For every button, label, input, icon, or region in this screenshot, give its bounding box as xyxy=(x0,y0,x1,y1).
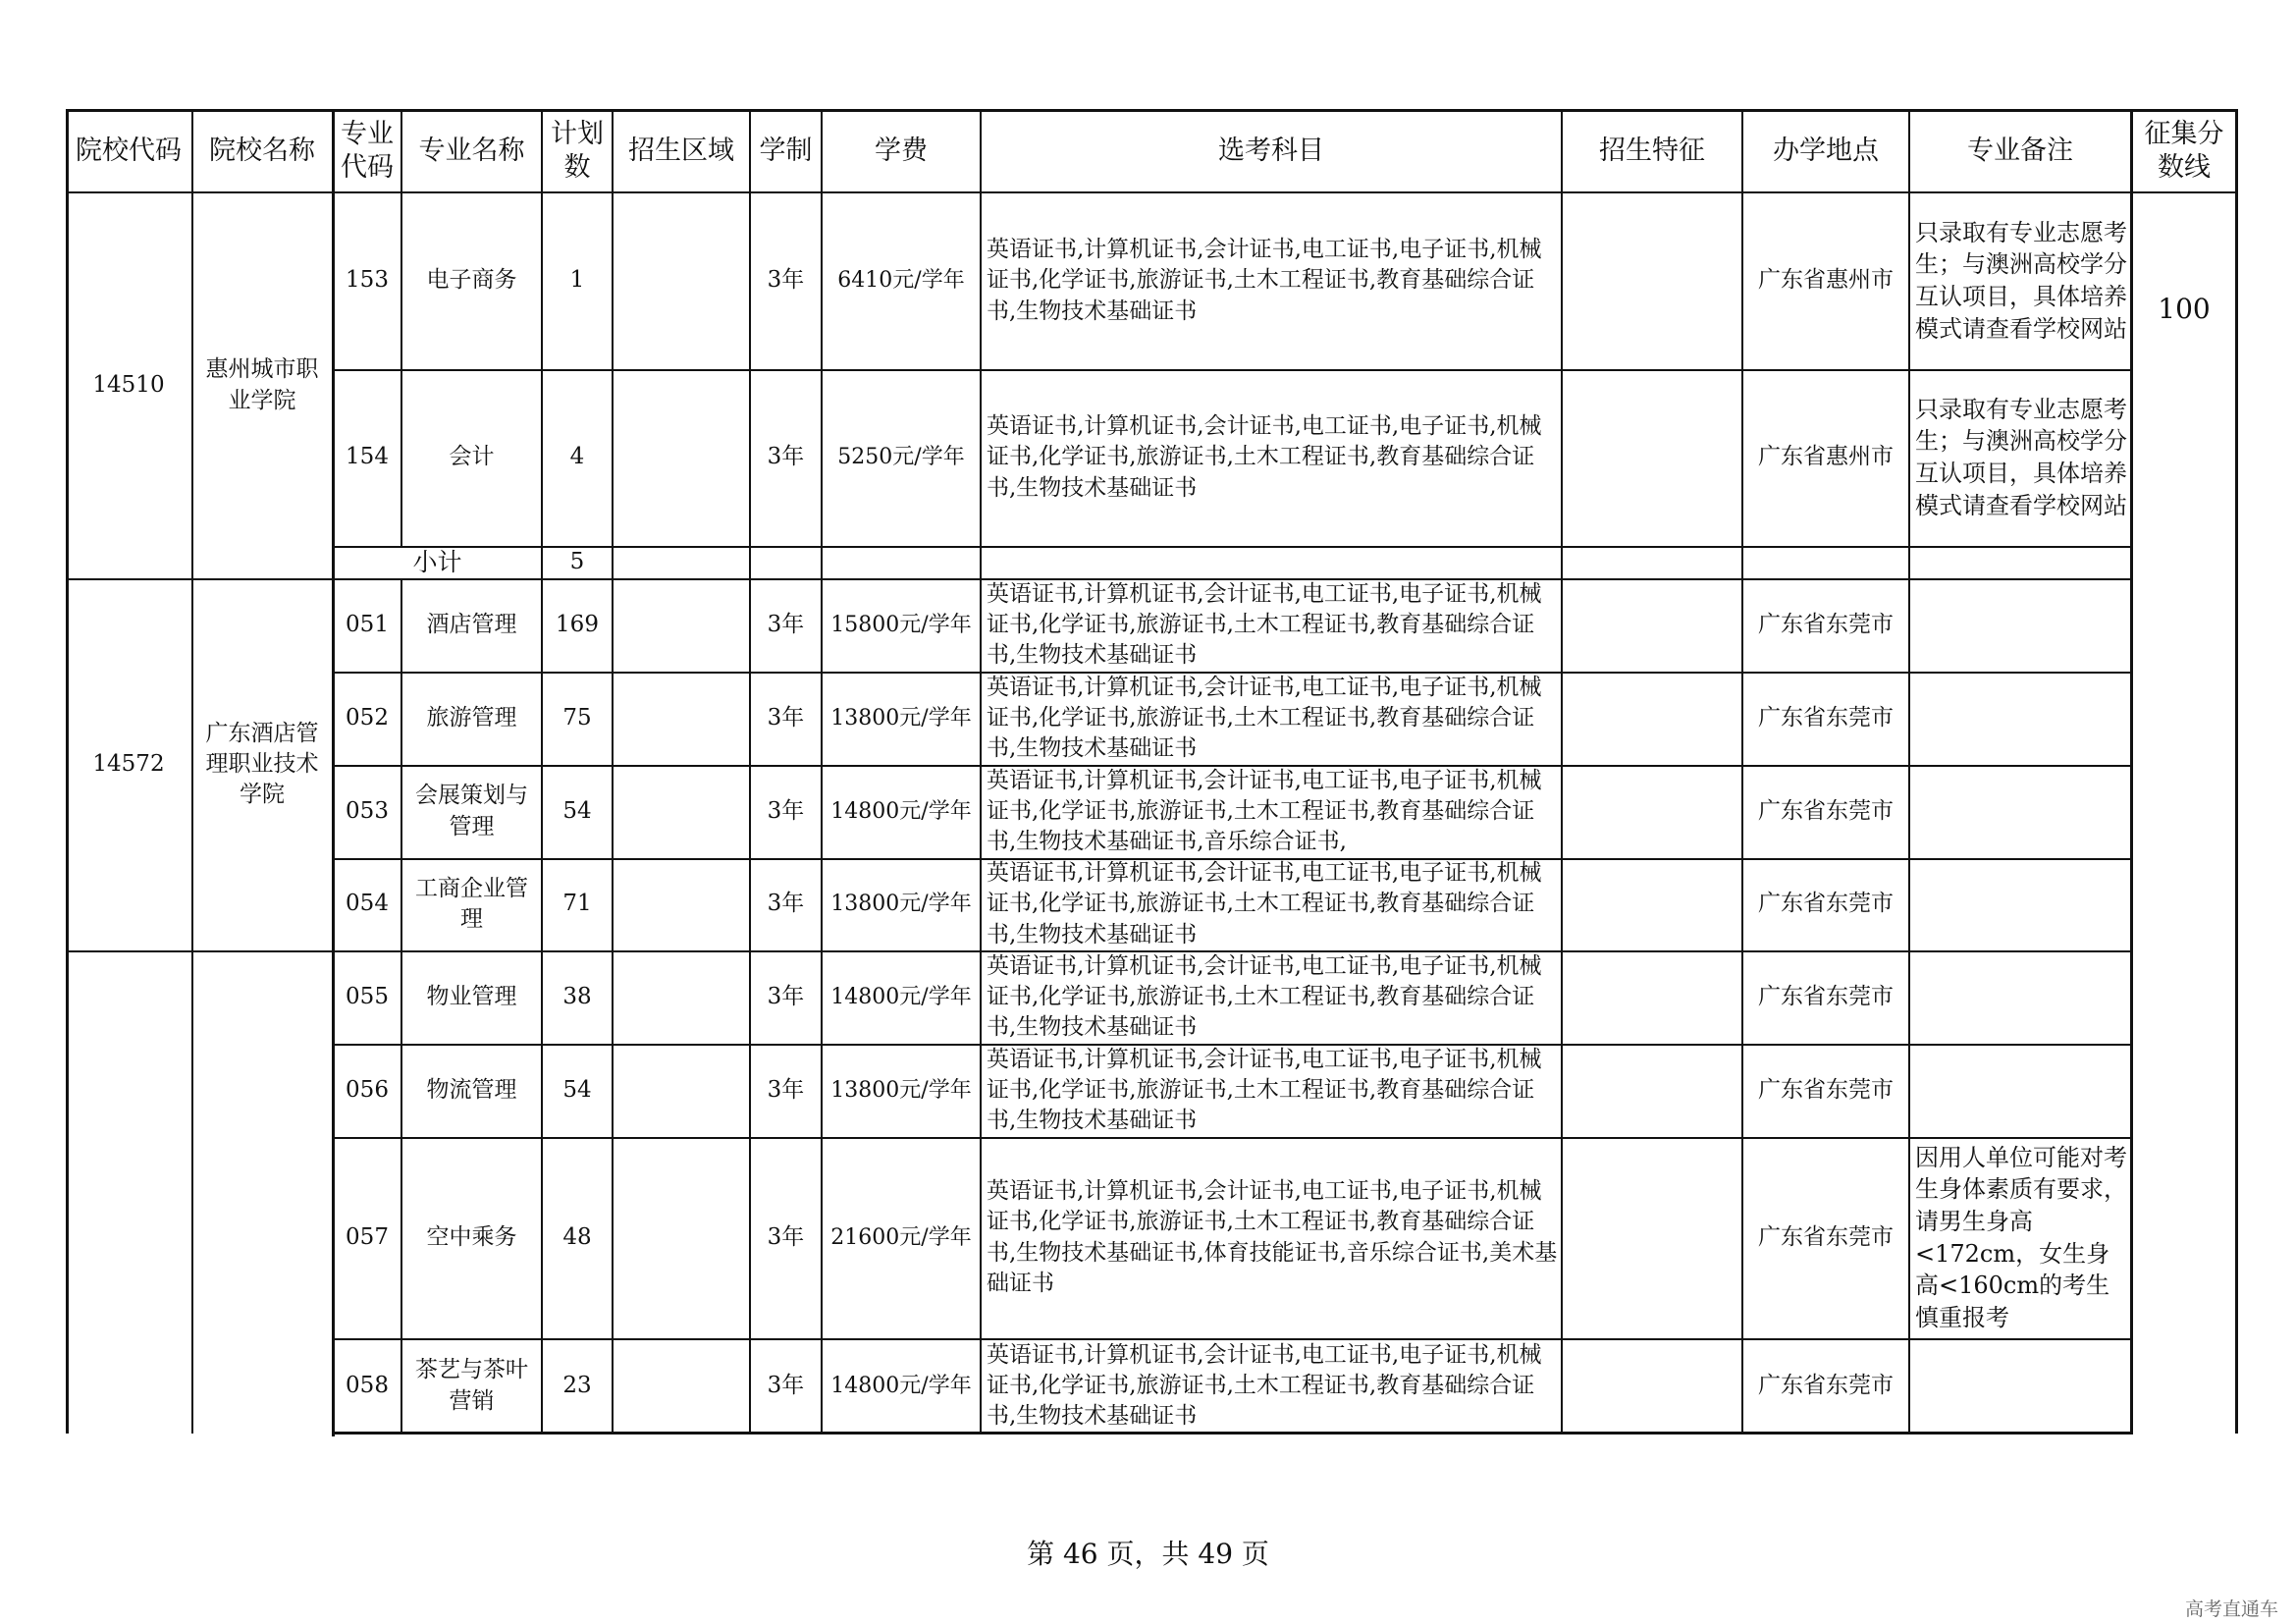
subtotal-label: 小计 xyxy=(412,547,462,576)
region xyxy=(613,1137,750,1338)
region xyxy=(613,1044,750,1137)
location: 广东省东莞市 xyxy=(1758,1076,1894,1103)
major-code: 054 xyxy=(346,891,389,917)
feature xyxy=(1562,950,1742,1044)
grid-line xyxy=(333,765,2131,767)
school-code: 14572 xyxy=(92,750,165,777)
grid-line xyxy=(332,109,335,1436)
fee: 13800元/学年 xyxy=(830,1077,972,1103)
grid-line xyxy=(1561,109,1563,1434)
grid-line xyxy=(1741,109,1743,1434)
fee: 14800元/学年 xyxy=(830,1373,972,1398)
watermark: 高考直通车 xyxy=(2184,1598,2278,1620)
plan-count: 75 xyxy=(562,704,592,731)
duration: 3年 xyxy=(767,1372,805,1398)
location: 广东省东莞市 xyxy=(1758,1372,1894,1398)
feature xyxy=(1562,369,1742,546)
location: 广东省东莞市 xyxy=(1758,1223,1894,1250)
fee: 13800元/学年 xyxy=(830,705,972,731)
table-border-right xyxy=(2235,109,2238,1434)
header-plan: 计划数 xyxy=(551,118,604,183)
plan-count: 38 xyxy=(562,983,592,1009)
fee: 21600元/学年 xyxy=(830,1224,972,1250)
header-major-code: 专业代码 xyxy=(341,118,394,183)
table-border-top xyxy=(66,109,2237,112)
plan-count: 71 xyxy=(562,891,592,917)
duration: 3年 xyxy=(767,1076,805,1103)
header-feature: 招生特征 xyxy=(1599,135,1705,166)
plan-count: 1 xyxy=(569,267,585,294)
region xyxy=(613,369,750,546)
plan-count: 4 xyxy=(569,444,585,470)
major-note: 只录取有专业志愿考生；与澳洲高校学分互认项目，具体培养模式请查看学校网站 xyxy=(1915,395,2127,519)
major-code: 055 xyxy=(346,983,389,1009)
grid-line xyxy=(66,578,2131,580)
header-school-code: 院校代码 xyxy=(76,135,182,166)
grid-line xyxy=(333,1137,2131,1139)
header-major-name: 专业名称 xyxy=(418,135,525,166)
location: 广东省东莞市 xyxy=(1758,797,1894,824)
major-name: 茶艺与茶叶营销 xyxy=(415,1357,528,1414)
header-school-name: 院校名称 xyxy=(209,135,315,166)
region xyxy=(613,578,750,672)
grid-line xyxy=(1908,109,1910,1434)
fee: 14800元/学年 xyxy=(830,984,972,1009)
grid-line xyxy=(191,109,193,1434)
location: 广东省惠州市 xyxy=(1758,267,1894,294)
grid-line xyxy=(333,672,2131,674)
major-name: 物业管理 xyxy=(426,983,517,1009)
major-name: 酒店管理 xyxy=(426,611,517,637)
region xyxy=(613,192,750,369)
feature xyxy=(1562,672,1742,765)
plan-count: 54 xyxy=(562,797,592,824)
major-code: 053 xyxy=(346,797,389,824)
major-code: 153 xyxy=(346,267,389,294)
subjects: 英语证书,计算机证书,会计证书,电工证书,电子证书,机械证书,化学证书,旅游证书,土木工程证书,教育基础综合证书,生物技术基础证书 xyxy=(987,674,1542,762)
grid-line xyxy=(333,1338,2131,1340)
school-code: 14510 xyxy=(92,371,165,398)
feature xyxy=(1562,858,1742,950)
grid-line xyxy=(333,546,2131,548)
major-name: 电子商务 xyxy=(426,267,517,294)
header-duration: 学制 xyxy=(759,135,813,166)
grid-line xyxy=(333,1044,2131,1046)
major-name: 物流管理 xyxy=(426,1076,517,1103)
feature xyxy=(1562,192,1742,369)
table-border-bottom xyxy=(333,1432,2133,1435)
merge-cover xyxy=(400,548,403,578)
cutoff-score: 100 xyxy=(2158,293,2211,325)
major-code: 154 xyxy=(346,444,389,470)
grid-line xyxy=(66,950,2131,952)
duration: 3年 xyxy=(767,444,805,470)
major-note xyxy=(1909,1338,2131,1434)
table-border-left xyxy=(66,109,69,1434)
grid-line xyxy=(400,109,402,1434)
duration: 3年 xyxy=(767,267,805,294)
grid-line xyxy=(541,109,543,1434)
plan-count: 48 xyxy=(562,1223,592,1250)
feature xyxy=(1562,1137,1742,1338)
major-note xyxy=(1909,858,2131,950)
subjects: 英语证书,计算机证书,会计证书,电工证书,电子证书,机械证书,化学证书,旅游证书,土木工程证书,教育基础综合证书,生物技术基础证书 xyxy=(987,860,1542,947)
region xyxy=(613,950,750,1044)
grid-line xyxy=(2130,109,2133,1434)
duration: 3年 xyxy=(767,983,805,1009)
major-code: 051 xyxy=(346,611,389,637)
header-subjects: 选考科目 xyxy=(1218,135,1324,166)
header-fee: 学费 xyxy=(875,135,928,166)
major-note xyxy=(1909,765,2131,858)
subtotal-count: 5 xyxy=(569,548,585,574)
major-name: 会计 xyxy=(449,444,495,470)
region xyxy=(613,1338,750,1434)
major-note: 只录取有专业志愿考生；与澳洲高校学分互认项目，具体培养模式请查看学校网站 xyxy=(1915,218,2127,343)
subjects: 英语证书,计算机证书,会计证书,电工证书,电子证书,机械证书,化学证书,旅游证书,土木工程证书,教育基础综合证书,生物技术基础证书 xyxy=(987,952,1542,1041)
region xyxy=(613,672,750,765)
major-code: 058 xyxy=(346,1372,389,1398)
duration: 3年 xyxy=(767,704,805,731)
subjects: 英语证书,计算机证书,会计证书,电工证书,电子证书,机械证书,化学证书,旅游证书,土木工程证书,教育基础综合证书,生物技术基础证书 xyxy=(987,580,1542,669)
duration: 3年 xyxy=(767,797,805,824)
major-note xyxy=(1909,578,2131,672)
major-name: 旅游管理 xyxy=(426,704,517,731)
major-name: 空中乘务 xyxy=(426,1223,517,1250)
duration: 3年 xyxy=(767,611,805,637)
feature xyxy=(1562,1044,1742,1137)
major-code: 056 xyxy=(346,1076,389,1103)
school-name: 惠州城市职业学院 xyxy=(205,356,319,413)
region xyxy=(613,858,750,950)
grid-line xyxy=(333,858,2131,860)
grid-line xyxy=(66,191,2237,193)
plan-count: 23 xyxy=(562,1372,592,1398)
plan-count: 54 xyxy=(562,1076,592,1103)
fee: 15800元/学年 xyxy=(830,612,972,637)
subjects: 英语证书,计算机证书,会计证书,电工证书,电子证书,机械证书,化学证书,旅游证书,土木工程证书,教育基础综合证书,生物技术基础证书 xyxy=(987,413,1542,501)
duration: 3年 xyxy=(767,1223,805,1250)
major-note: 因用人单位可能对考生身体素质有要求，请男生身高<172cm，女生身高<160cm的考生慎重报考 xyxy=(1915,1143,2127,1331)
major-note xyxy=(1909,672,2131,765)
location: 广东省东莞市 xyxy=(1758,983,1894,1009)
header-cutoff: 征集分数线 xyxy=(2144,118,2224,183)
header-location: 办学地点 xyxy=(1773,135,1879,166)
region xyxy=(613,765,750,858)
plan-count: 169 xyxy=(556,611,599,637)
grid-line xyxy=(333,369,2131,371)
school-name: 广东酒店管理职业技术学院 xyxy=(205,720,319,808)
grid-line xyxy=(749,109,751,1434)
location: 广东省东莞市 xyxy=(1758,891,1894,917)
subjects: 英语证书,计算机证书,会计证书,电工证书,电子证书,机械证书,化学证书,旅游证书,土木工程证书,教育基础综合证书,生物技术基础证书 xyxy=(987,1341,1542,1430)
subjects: 英语证书,计算机证书,会计证书,电工证书,电子证书,机械证书,化学证书,旅游证书,土木工程证书,教育基础综合证书,生物技术基础证书,体育技能证书,音乐综合证书,美术基础证书 xyxy=(987,1177,1558,1296)
header-region: 招生区域 xyxy=(628,135,734,166)
grid-line xyxy=(612,109,614,1434)
grid-line xyxy=(821,109,823,1434)
admission-table xyxy=(66,109,2237,1434)
major-name: 会展策划与管理 xyxy=(415,783,528,839)
subjects: 英语证书,计算机证书,会计证书,电工证书,电子证书,机械证书,化学证书,旅游证书,土木工程证书,教育基础综合证书,生物技术基础证书,音乐综合证书, xyxy=(987,767,1542,855)
subjects: 英语证书,计算机证书,会计证书,电工证书,电子证书,机械证书,化学证书,旅游证书,土木工程证书,教育基础综合证书,生物技术基础证书 xyxy=(987,237,1542,324)
major-name: 工商企业管理 xyxy=(415,875,528,932)
fee: 6410元/学年 xyxy=(837,268,965,294)
feature xyxy=(1562,578,1742,672)
duration: 3年 xyxy=(767,891,805,917)
major-note xyxy=(1909,950,2131,1044)
major-code: 052 xyxy=(346,704,389,731)
page-number: 第 46 页，共 49 页 xyxy=(1027,1538,1269,1570)
location: 广东省惠州市 xyxy=(1758,444,1894,470)
feature xyxy=(1562,1338,1742,1434)
header-note: 专业备注 xyxy=(1967,135,2073,166)
fee: 13800元/学年 xyxy=(830,892,972,917)
grid-line xyxy=(980,109,982,1434)
location: 广东省东莞市 xyxy=(1758,704,1894,731)
fee: 14800元/学年 xyxy=(830,798,972,824)
location: 广东省东莞市 xyxy=(1758,611,1894,637)
feature xyxy=(1562,765,1742,858)
major-note xyxy=(1909,1044,2131,1137)
major-code: 057 xyxy=(346,1223,389,1250)
fee: 5250元/学年 xyxy=(837,445,965,470)
subjects: 英语证书,计算机证书,会计证书,电工证书,电子证书,机械证书,化学证书,旅游证书,土木工程证书,教育基础综合证书,生物技术基础证书 xyxy=(987,1046,1542,1134)
